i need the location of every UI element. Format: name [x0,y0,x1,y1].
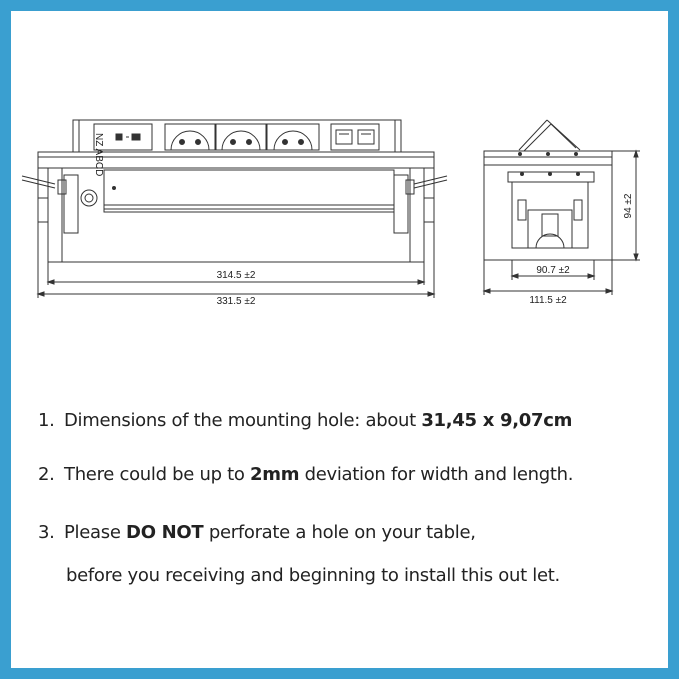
note-text: Please [64,522,127,543]
dim-outer-width: 331.5 ±2 [216,296,256,307]
note-text: There could be up to [64,464,251,485]
note-text-after: perforate a hole on your table, [203,522,476,543]
note-bold: 31,45 x 9,07cm [421,410,573,431]
note-bold: DO NOT [126,522,204,543]
note-bold: 2mm [250,464,300,485]
schuko-socket [216,124,266,150]
side-body [484,165,612,260]
note-number: 2. [38,464,55,485]
note-text: before you receiving and beginning to install this out let. [66,565,560,586]
cable-channel [104,170,394,212]
side-view [484,120,612,260]
note-2 [38,464,573,485]
front-view [22,120,447,262]
dim-height: 94 ±2 [623,193,634,219]
schuko-socket [165,124,215,150]
left-clamp [22,175,78,233]
dim-side-inner-width: 90.7 ±2 [536,265,570,276]
rj45-module [331,124,379,150]
note-1 [38,410,572,431]
note-3 [38,522,476,543]
note-text-after: deviation for width and length. [299,464,574,485]
body [62,168,410,262]
schuko-socket [267,124,319,150]
note-number: 3. [38,522,55,543]
note-3-continuation [66,565,560,586]
right-clamp [394,175,447,233]
dim-inner-width: 314.5 ±2 [216,270,256,281]
cable-grommet [81,190,97,206]
panel-label: NZ ABCD [93,133,104,177]
dim-side-outer-width: 111.5 ±2 [529,295,567,306]
note-text: Dimensions of the mounting hole: about [64,410,422,431]
note-number: 1. [38,410,55,431]
